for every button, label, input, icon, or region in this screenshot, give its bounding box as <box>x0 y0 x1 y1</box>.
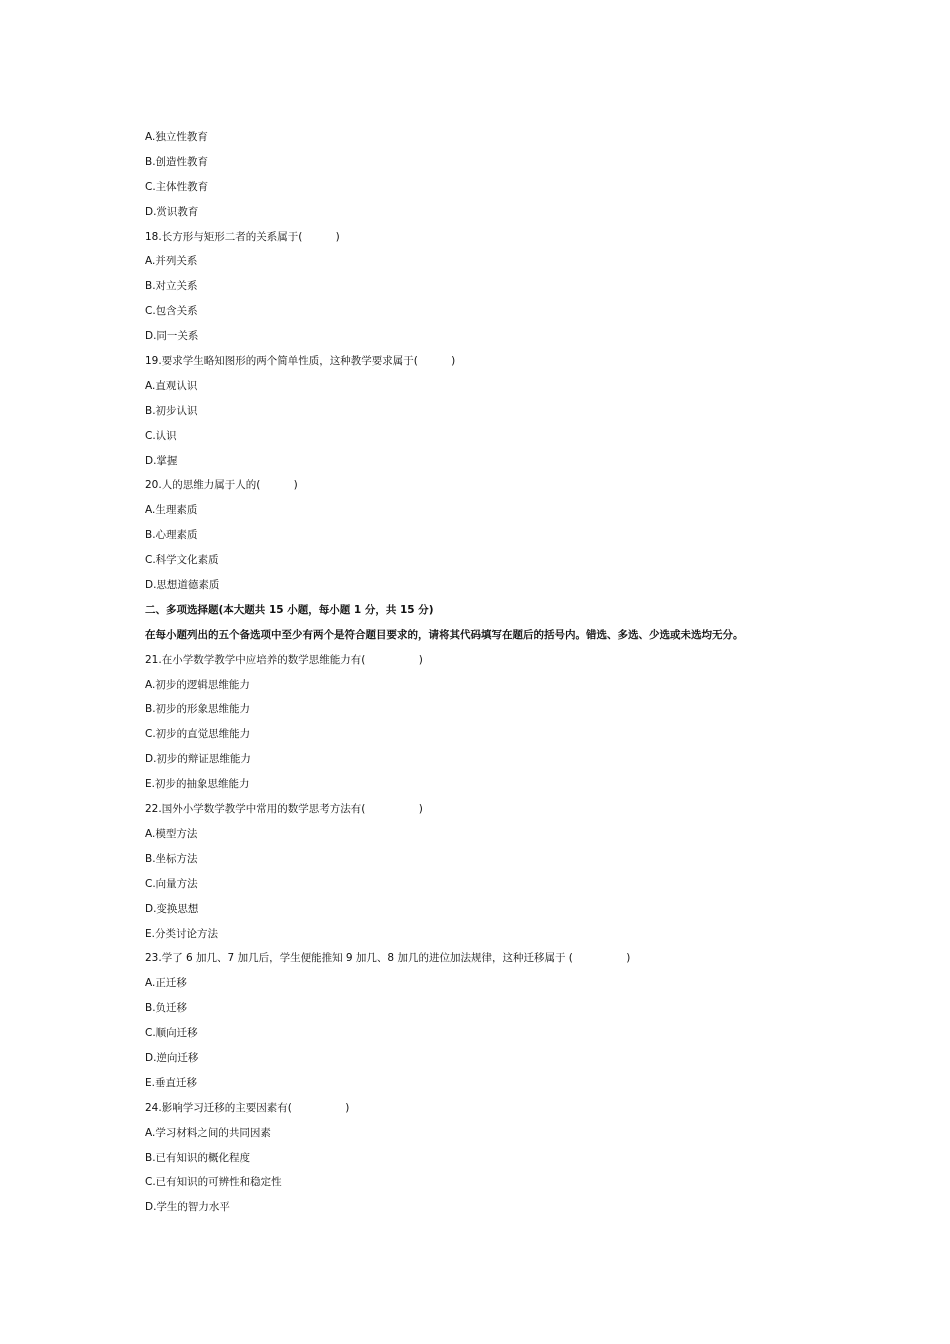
answer-option: E.垂直迁移 <box>145 1076 197 1089</box>
answer-option: B.对立关系 <box>145 280 198 293</box>
answer-option: B.坐标方法 <box>145 852 198 865</box>
answer-option: E.初步的抽象思维能力 <box>145 778 250 791</box>
answer-option: A.独立性教育 <box>145 131 208 143</box>
answer-option: C.向量方法 <box>145 877 198 890</box>
answer-option: B.已有知识的概化程度 <box>145 1151 251 1164</box>
answer-option: A.正迁移 <box>145 977 187 990</box>
question-stem: 21.在小学数学教学中应培养的数学思维能力有( ) <box>145 653 423 666</box>
answer-option: A.直观认识 <box>145 379 198 392</box>
answer-option: B.初步的形象思维能力 <box>145 703 251 716</box>
answer-option: C.认识 <box>145 429 177 442</box>
answer-option: D.赏识教育 <box>145 205 199 218</box>
answer-option: C.初步的直觉思维能力 <box>145 728 251 741</box>
section-instructions: 在每小题列出的五个备选项中至少有两个是符合题目要求的，请将其代码填写在题后的括号内。错选、多选、少选或未选均无分。 <box>145 628 744 641</box>
answer-option: A.学习材料之间的共同因素 <box>145 1126 271 1139</box>
answer-option: D.思想道德素质 <box>145 579 220 592</box>
answer-option: C.顺向迁移 <box>145 1027 198 1040</box>
answer-option: A.并列关系 <box>145 255 198 268</box>
answer-option: B.初步认识 <box>145 404 198 417</box>
answer-option: D.学生的智力水平 <box>145 1201 230 1214</box>
question-stem: 24.影响学习迁移的主要因素有( ) <box>145 1101 350 1114</box>
question-stem: 18.长方形与矩形二者的关系属于( ) <box>145 230 340 243</box>
answer-option: A.生理素质 <box>145 504 198 517</box>
question-list <box>145 128 865 1223</box>
answer-option: C.主体性教育 <box>145 180 209 193</box>
answer-option: D.变换思想 <box>145 902 199 915</box>
question-stem: 19.要求学生略知图形的两个简单性质，这种教学要求属于( ) <box>145 355 456 368</box>
answer-option: D.同一关系 <box>145 330 199 343</box>
answer-option: B.心理素质 <box>145 529 198 542</box>
answer-option: D.掌握 <box>145 454 178 467</box>
section-heading: 二、多项选择题(本大题共 15 小题，每小题 1 分，共 15 分) <box>145 603 434 616</box>
answer-option: C.包含关系 <box>145 305 198 318</box>
question-stem: 22.国外小学数学教学中常用的数学思考方法有( ) <box>145 803 423 816</box>
question-stem: 23.学了 6 加几、7 加几后，学生便能推知 9 加几、8 加几的进位加法规律，这种迁移属于 ( ) <box>145 952 631 965</box>
answer-option: C.已有知识的可辨性和稳定性 <box>145 1176 282 1189</box>
answer-option: D.初步的辩证思维能力 <box>145 753 251 766</box>
answer-option: A.模型方法 <box>145 827 198 840</box>
answer-option: E.分类讨论方法 <box>145 927 218 940</box>
answer-option: B.负迁移 <box>145 1002 188 1015</box>
question-stem: 20.人的思维力属于人的( ) <box>145 479 298 492</box>
answer-option: A.初步的逻辑思维能力 <box>145 678 250 691</box>
answer-option: C.科学文化素质 <box>145 554 219 567</box>
answer-option: B.创造性教育 <box>145 155 209 168</box>
answer-option: D.逆向迁移 <box>145 1051 199 1064</box>
